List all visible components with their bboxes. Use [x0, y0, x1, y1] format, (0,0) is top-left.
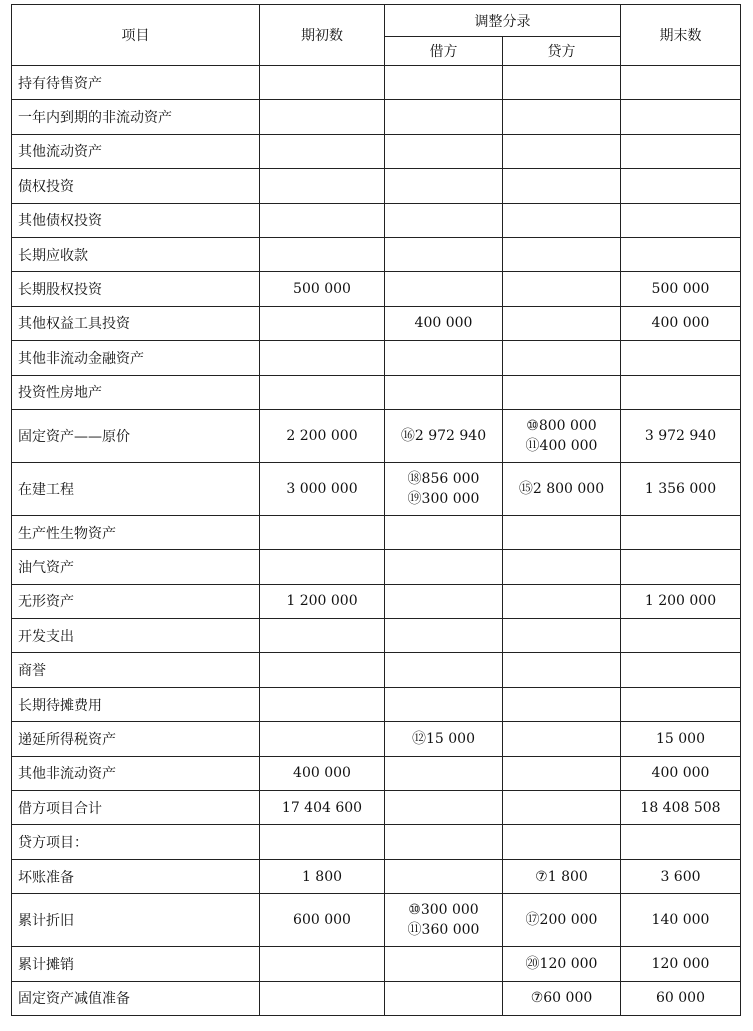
row-closing-value — [621, 237, 741, 271]
row-opening-value — [260, 619, 385, 653]
row-debit-entry: ⑲300 000 — [407, 490, 480, 507]
row-item-label: 累计摊销 — [12, 947, 260, 981]
row-closing-value — [621, 687, 741, 721]
row-item-label: 固定资产减值准备 — [12, 981, 260, 1015]
row-credit-cell — [503, 169, 621, 203]
row-debit-cell — [385, 169, 503, 203]
table-row — [12, 409, 741, 462]
row-opening-value — [260, 100, 385, 134]
table-body — [12, 66, 741, 1016]
row-opening-value — [260, 981, 385, 1015]
table-row — [12, 203, 741, 237]
table-row — [12, 791, 741, 825]
row-opening-value: 3 000 000 — [260, 462, 385, 515]
row-debit-cell — [385, 722, 503, 756]
row-closing-value — [621, 134, 741, 168]
row-credit-cell — [503, 756, 621, 790]
row-closing-value: 1 200 000 — [621, 584, 741, 618]
row-debit-cell — [385, 306, 503, 340]
row-item-label: 其他流动资产 — [12, 134, 260, 168]
row-closing-value — [621, 375, 741, 409]
row-debit-entry: ⑪360 000 — [407, 922, 480, 939]
row-debit-entry: ⑫15 000 — [412, 730, 475, 747]
row-debit-cell — [385, 894, 503, 947]
table-row — [12, 237, 741, 271]
row-credit-cell — [503, 584, 621, 618]
row-item-label: 无形资产 — [12, 584, 260, 618]
row-debit-cell — [385, 100, 503, 134]
row-item-label: 累计折旧 — [12, 894, 260, 947]
row-closing-value — [621, 515, 741, 549]
table-row — [12, 894, 741, 947]
row-credit-cell — [503, 409, 621, 462]
row-debit-cell — [385, 791, 503, 825]
row-debit-cell — [385, 409, 503, 462]
row-opening-value — [260, 515, 385, 549]
header-credit: 贷方 — [503, 37, 621, 66]
row-debit-cell — [385, 462, 503, 515]
table-row — [12, 66, 741, 100]
row-opening-value: 500 000 — [260, 272, 385, 306]
table-row — [12, 169, 741, 203]
row-opening-value — [260, 237, 385, 271]
row-opening-value: 17 404 600 — [260, 791, 385, 825]
row-debit-cell — [385, 825, 503, 859]
row-credit-cell — [503, 653, 621, 687]
table-row — [12, 134, 741, 168]
row-credit-cell — [503, 306, 621, 340]
row-opening-value — [260, 169, 385, 203]
row-item-label: 长期应收款 — [12, 237, 260, 271]
row-opening-value — [260, 66, 385, 100]
row-opening-value: 1 200 000 — [260, 584, 385, 618]
row-item-label: 生产性生物资产 — [12, 515, 260, 549]
row-credit-cell — [503, 272, 621, 306]
row-opening-value — [260, 375, 385, 409]
row-debit-entry: ⑱856 000 — [407, 470, 480, 487]
row-credit-cell — [503, 341, 621, 375]
row-item-label: 其他非流动金融资产 — [12, 341, 260, 375]
row-credit-cell — [503, 825, 621, 859]
row-item-label: 油气资产 — [12, 550, 260, 584]
row-opening-value: 400 000 — [260, 756, 385, 790]
row-debit-entry: 400 000 — [414, 315, 473, 332]
row-item-label: 其他权益工具投资 — [12, 306, 260, 340]
row-debit-cell — [385, 653, 503, 687]
table-row — [12, 947, 741, 981]
row-credit-cell — [503, 66, 621, 100]
header-opening: 期初数 — [260, 5, 385, 66]
row-credit-entry: ⑩800 000 — [526, 417, 597, 434]
row-credit-cell — [503, 687, 621, 721]
row-item-label: 长期股权投资 — [12, 272, 260, 306]
row-item-label: 一年内到期的非流动资产 — [12, 100, 260, 134]
row-credit-cell — [503, 134, 621, 168]
table-row — [12, 653, 741, 687]
row-closing-value: 500 000 — [621, 272, 741, 306]
row-opening-value — [260, 134, 385, 168]
table-row — [12, 825, 741, 859]
row-closing-value — [621, 619, 741, 653]
row-item-label: 坏账准备 — [12, 859, 260, 893]
row-credit-entry: ⑮2 800 000 — [518, 480, 605, 497]
row-item-label: 债权投资 — [12, 169, 260, 203]
row-item-label: 开发支出 — [12, 619, 260, 653]
row-opening-value — [260, 653, 385, 687]
row-credit-entry: ⑳120 000 — [525, 955, 598, 972]
row-item-label: 其他债权投资 — [12, 203, 260, 237]
row-credit-entry: ⑪400 000 — [525, 437, 598, 454]
table-row — [12, 619, 741, 653]
row-opening-value: 1 800 — [260, 859, 385, 893]
row-debit-cell — [385, 134, 503, 168]
row-closing-value — [621, 341, 741, 375]
row-debit-cell — [385, 272, 503, 306]
row-credit-cell — [503, 894, 621, 947]
row-closing-value — [621, 550, 741, 584]
header-debit: 借方 — [385, 37, 503, 66]
row-debit-cell — [385, 203, 503, 237]
table-row — [12, 687, 741, 721]
row-credit-entry: ⑦1 800 — [535, 868, 588, 885]
row-debit-cell — [385, 584, 503, 618]
row-item-label: 其他非流动资产 — [12, 756, 260, 790]
row-debit-cell — [385, 375, 503, 409]
row-item-label: 固定资产——原价 — [12, 409, 260, 462]
row-debit-cell — [385, 981, 503, 1015]
row-credit-cell — [503, 791, 621, 825]
row-closing-value: 120 000 — [621, 947, 741, 981]
table-row — [12, 462, 741, 515]
row-credit-cell — [503, 619, 621, 653]
row-item-label: 持有待售资产 — [12, 66, 260, 100]
row-credit-cell — [503, 462, 621, 515]
row-debit-cell — [385, 515, 503, 549]
row-debit-cell — [385, 947, 503, 981]
row-item-label: 长期待摊费用 — [12, 687, 260, 721]
row-item-label: 借方项目合计 — [12, 791, 260, 825]
row-credit-cell — [503, 947, 621, 981]
row-debit-cell — [385, 859, 503, 893]
header-adjustment: 调整分录 — [385, 5, 621, 37]
row-item-label: 投资性房地产 — [12, 375, 260, 409]
row-item-label: 在建工程 — [12, 462, 260, 515]
row-closing-value — [621, 169, 741, 203]
row-item-label: 贷方项目： — [12, 825, 260, 859]
row-closing-value — [621, 203, 741, 237]
row-closing-value: 400 000 — [621, 306, 741, 340]
row-closing-value — [621, 100, 741, 134]
row-debit-entry: ⑩300 000 — [408, 902, 479, 919]
row-debit-entry: ⑯2 972 940 — [400, 427, 487, 444]
header-item: 项目 — [12, 5, 260, 66]
row-closing-value: 15 000 — [621, 722, 741, 756]
row-credit-cell — [503, 859, 621, 893]
row-opening-value — [260, 947, 385, 981]
row-debit-cell — [385, 687, 503, 721]
row-opening-value — [260, 550, 385, 584]
row-debit-cell — [385, 237, 503, 271]
row-closing-value: 3 972 940 — [621, 409, 741, 462]
row-credit-cell — [503, 203, 621, 237]
table-row — [12, 100, 741, 134]
row-credit-cell — [503, 100, 621, 134]
row-closing-value: 400 000 — [621, 756, 741, 790]
row-opening-value: 2 200 000 — [260, 409, 385, 462]
row-closing-value: 18 408 508 — [621, 791, 741, 825]
row-credit-cell — [503, 722, 621, 756]
row-credit-cell — [503, 375, 621, 409]
table-row — [12, 981, 741, 1015]
row-item-label: 商誉 — [12, 653, 260, 687]
row-opening-value — [260, 722, 385, 756]
table-row — [12, 306, 741, 340]
row-credit-cell — [503, 237, 621, 271]
row-credit-cell — [503, 550, 621, 584]
row-closing-value: 140 000 — [621, 894, 741, 947]
row-debit-cell — [385, 341, 503, 375]
table-row — [12, 722, 741, 756]
table-row — [12, 272, 741, 306]
row-debit-cell — [385, 619, 503, 653]
row-opening-value — [260, 203, 385, 237]
table-row — [12, 550, 741, 584]
row-opening-value — [260, 825, 385, 859]
row-opening-value — [260, 306, 385, 340]
table-row — [12, 859, 741, 893]
row-credit-entry: ⑦60 000 — [530, 990, 593, 1007]
row-closing-value: 60 000 — [621, 981, 741, 1015]
row-credit-cell — [503, 981, 621, 1015]
row-closing-value — [621, 66, 741, 100]
adjustment-worksheet-table — [11, 4, 741, 1016]
row-closing-value — [621, 825, 741, 859]
row-closing-value — [621, 653, 741, 687]
row-debit-cell — [385, 66, 503, 100]
header-closing: 期末数 — [621, 5, 741, 66]
row-closing-value: 3 600 — [621, 859, 741, 893]
row-debit-cell — [385, 756, 503, 790]
row-debit-cell — [385, 550, 503, 584]
row-item-label: 递延所得税资产 — [12, 722, 260, 756]
row-credit-cell — [503, 515, 621, 549]
row-opening-value — [260, 687, 385, 721]
row-opening-value — [260, 341, 385, 375]
table-row — [12, 756, 741, 790]
row-credit-entry: ⑰200 000 — [525, 912, 598, 929]
table-row — [12, 375, 741, 409]
worksheet-container — [11, 4, 741, 1016]
table-row — [12, 341, 741, 375]
row-opening-value: 600 000 — [260, 894, 385, 947]
table-row — [12, 515, 741, 549]
table-row — [12, 584, 741, 618]
row-closing-value: 1 356 000 — [621, 462, 741, 515]
